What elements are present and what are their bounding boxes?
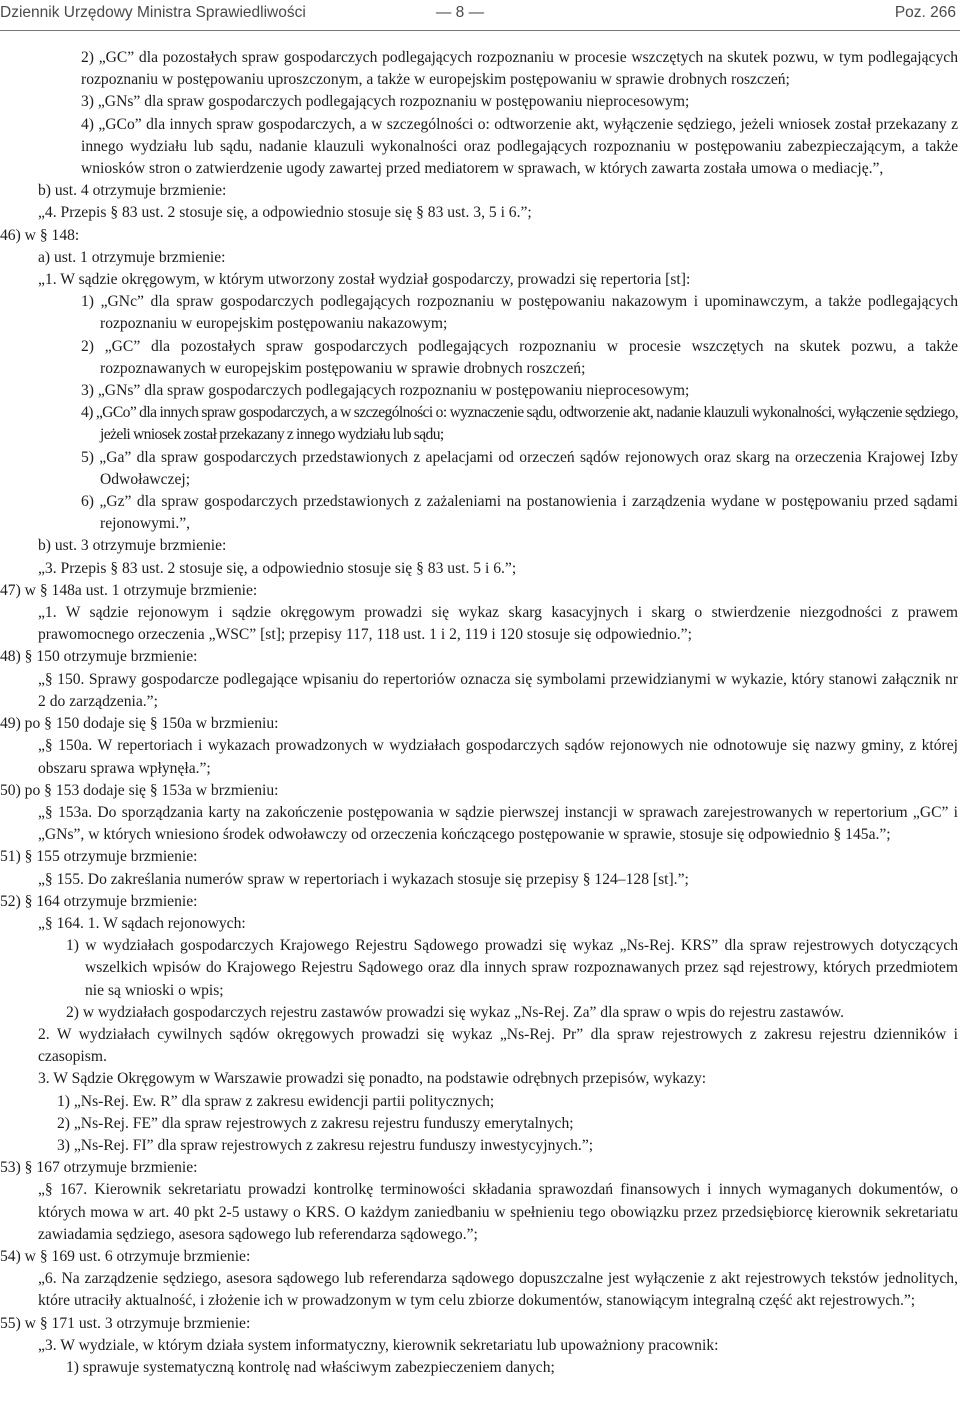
paragraph: „1. W sądzie rejonowym i sądzie okręgowym prowadzi się wykaz skarg kasacyjnych i skarg o stwierdzenie niezgodności z prawem prawomocnego orzeczenia „WSC” [st]; przepisy 117, 118 ust. 1 i 2, 119 i 120 stosuje się odpowiednio.”; — [38, 604, 958, 644]
paragraph: a) ust. 1 otrzymuje brzmienie: — [38, 248, 226, 266]
paragraph: „1. W sądzie okręgowym, w którym utworzony został wydział gospodarczy, prowadzi się repertoria [st]: — [38, 271, 691, 289]
paragraph: 46) w § 148: — [0, 226, 80, 244]
paragraph: „§ 150. Sprawy gospodarcze podlegające wpisaniu do repertoriów oznacza się symbolami przewidzianymi w wykazie, który stanowi załącznik nr 2 do zarządzenia.”; — [38, 670, 958, 710]
paragraph: 49) po § 150 dodaje się § 150a w brzmieniu: — [0, 715, 279, 733]
paragraph: „§ 164. 1. W sądach rejonowych: — [38, 914, 246, 932]
paragraph: b) ust. 4 otrzymuje brzmienie: — [38, 182, 227, 200]
paragraph: 4) „GCo” dla innych spraw gospodarczych, a w szczególności o: odtworzenie akt, wyłączenie sędziego, jeżeli wniosek został przekazany z innego wydziału lub sądu, nadanie klauzuli wykonalności oraz podlegających rozpoznaniu w postępowaniu zabezpieczającym, a także wniosków stron o zatwierdzenie ugody zawartej przed mediatorem w sprawach, w których zawarta została umowa o mediację.”, — [81, 115, 958, 178]
journal-title: Dziennik Urzędowy Ministra Sprawiedliwości — [0, 4, 306, 21]
paragraph: b) ust. 3 otrzymuje brzmienie: — [38, 537, 227, 555]
position-number: Poz. 266 — [894, 4, 956, 21]
paragraph: „4. Przepis § 83 ust. 2 stosuje się, a odpowiednio stosuje się § 83 ust. 3, 5 i 6.”; — [38, 204, 532, 222]
paragraph: 2. W wydziałach cywilnych sądów okręgowych prowadzi się wykaz „Ns-Rej. Pr” dla spraw rejestrowych z zakresu rejestru dzienników i czasopism. — [38, 1025, 958, 1066]
paragraph: „§ 155. Do zakreślania numerów spraw w repertoriach i wykazach stosuje się przepisy § 124–128 [st].”; — [38, 870, 689, 888]
paragraph: 1) „Ns-Rej. Ew. R” dla spraw z zakresu ewidencji partii politycznych; — [57, 1092, 495, 1110]
paragraph: „3. Przepis § 83 ust. 2 stosuje się, a odpowiednio stosuje się § 83 ust. 5 i 6.”; — [38, 559, 517, 577]
paragraph: 47) w § 148a ust. 1 otrzymuje brzmienie: — [0, 581, 258, 599]
paragraph: „6. Na zarządzenie sędziego, asesora sądowego lub referendarza sądowego dopuszczalne jest wyłączenie z akt rejestrowych tekstów jednolitych, które utraciły aktualność, i złożenie ich w prowadzonym w tym celu zbiorze dokumentów, stanowiącym integralną część akt rejestrowych.”; — [38, 1270, 958, 1310]
paragraph: „3. W wydziale, w którym działa system informatyczny, kierownik sekretariatu lub upoważniony pracownik: — [38, 1336, 719, 1354]
header-rule — [0, 30, 960, 31]
paragraph: 50) po § 153 dodaje się § 153a w brzmieniu: — [0, 781, 279, 799]
paragraph: 53) § 167 otrzymuje brzmienie: — [0, 1159, 198, 1177]
paragraph: „§ 153a. Do sporządzania karty na zakończenie postępowania w sądzie pierwszej instancji w sprawach zarejestrowanych w repertorium „GC” i „GNs”, w których wniesiono środek odwoławczy od orzeczenia kończącego postępowanie w sprawie, stosuje się odpowiednio § 145a.”; — [38, 803, 958, 844]
paragraph: 1) w wydziałach gospodarczych Krajowego Rejestru Sądowego prowadzi się wykaz „Ns-Rej. KRS” dla spraw rejestrowych dotyczących wszelkich wpisów do Krajowego Rejestru Sądowego oraz dla innych spraw rozpoznawanych przez sąd rejestrowy, których przedmiotem nie są wnioski o wpis; — [66, 937, 958, 999]
paragraph: 2) „GC” dla pozostałych spraw gospodarczych podlegających rozpoznaniu w procesie wszczętych na skutek pozwu, a także rozpoznawanych w europejskim postępowaniu w sprawie drobnych roszczeń; — [81, 337, 958, 377]
paragraph: 2) „GC” dla pozostałych spraw gospodarczych podlegających rozpoznaniu w procesie wszczętych na skutek pozwu, w tym podlegających rozpoznaniu w postępowaniu uproszczonym, a także w europejskim postępowaniu w sprawie drobnych roszczeń; — [81, 49, 958, 89]
paragraph: 5) „Ga” dla spraw gospodarczych przedstawionych z apelacjami od orzeczeń sądów rejonowych oraz skarg na orzeczenia Krajowej Izby Odwoławczej; — [81, 448, 958, 488]
paragraph: 3. W Sądzie Okręgowym w Warszawie prowadzi się ponadto, na podstawie odrębnych przepisów, wykazy: — [38, 1070, 707, 1088]
paragraph: 1) sprawuje systematyczną kontrolę nad właściwym zabezpieczeniem danych; — [66, 1358, 555, 1376]
paragraph: 3) „GNs” dla spraw gospodarczych podlegających rozpoznaniu w postępowaniu nieprocesowym; — [81, 382, 690, 400]
paragraph: 52) § 164 otrzymuje brzmienie: — [0, 892, 198, 910]
paragraph: 1) „GNc” dla spraw gospodarczych podlegających rozpoznaniu w postępowaniu nakazowym i upominawczym, a także podlegających rozpoznaniu w europejskim postępowaniu nakazowym; — [81, 293, 958, 333]
paragraph: „§ 167. Kierownik sekretariatu prowadzi kontrolkę terminowości składania sprawozdań finansowych i innych wymaganych dokumentów, o których mowa w art. 40 pkt 2-5 ustawy o KRS. O każdym zaniedbaniu w spełnieniu tego obowiązku przez przedsiębiorcę kierownik sekretariatu zawiadamia sędziego, asesora sądowego lub referendarza sądowego.”; — [38, 1181, 958, 1243]
paragraph: 2) „Ns-Rej. FE” dla spraw rejestrowych z zakresu rejestru funduszy emerytalnych; — [57, 1114, 574, 1132]
paragraph: 6) „Gz” dla spraw gospodarczych przedstawionych z zażaleniami na postanowienia i zarządzenia wydane w postępowaniu przed sądami rejonowymi.”, — [81, 493, 958, 533]
page-number: — 8 — — [435, 4, 485, 21]
paragraph: 55) w § 171 ust. 3 otrzymuje brzmienie: — [0, 1314, 251, 1332]
page-header — [0, 0, 960, 26]
paragraph: 48) § 150 otrzymuje brzmienie: — [0, 648, 198, 666]
paragraph: 3) „GNs” dla spraw gospodarczych podlegających rozpoznaniu w postępowaniu nieprocesowym; — [81, 93, 690, 111]
paragraph: „§ 150a. W repertoriach i wykazach prowadzonych w wydziałach gospodarczych sądów rejonowych nie odnotowuje się nazwy gminy, z której obszaru sprawa wpłynęła.”; — [38, 737, 958, 777]
paragraph: 4) „GCo” dla innych spraw gospodarczych, a w szczególności o: wyznaczenie sądu, odtworzenie akt, nadanie klauzuli wykonalności, wyłączenie sędziego, jeżeli wniosek został przekazany z innego wydziału lub sądu; — [81, 404, 958, 444]
paragraph: 51) § 155 otrzymuje brzmienie: — [0, 848, 198, 866]
paragraph: 54) w § 169 ust. 6 otrzymuje brzmienie: — [0, 1247, 251, 1265]
paragraph: 3) „Ns-Rej. FI” dla spraw rejestrowych z zakresu rejestru funduszy inwestycyjnych.”; — [57, 1136, 594, 1154]
document-body — [0, 47, 960, 1379]
paragraph: 2) w wydziałach gospodarczych rejestru zastawów prowadzi się wykaz „Ns-Rej. Za” dla spraw o wpis do rejestru zastawów. — [66, 1003, 844, 1021]
